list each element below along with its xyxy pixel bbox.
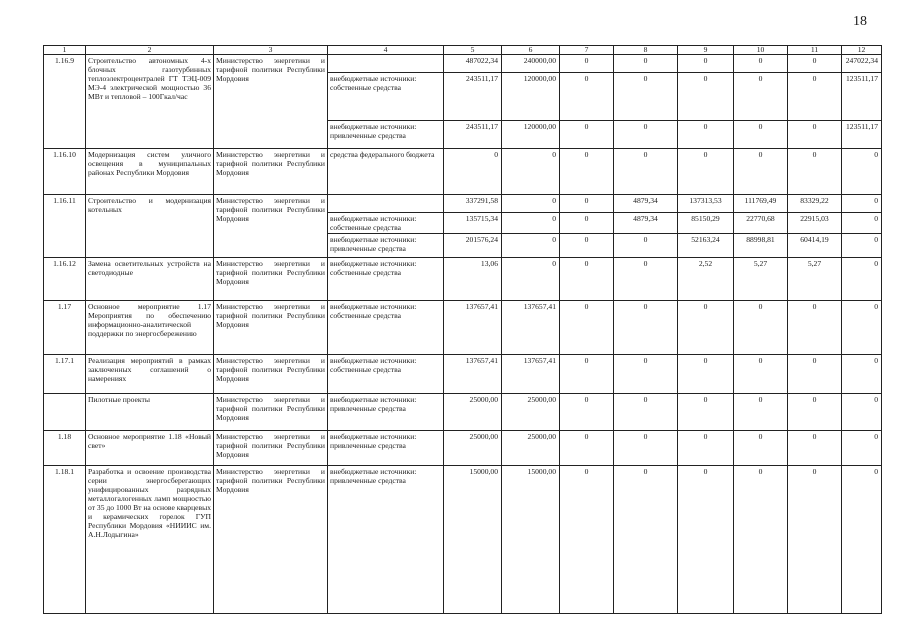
amount-cell: 0 (678, 431, 734, 466)
amount-cell: 0 (842, 149, 882, 195)
column-header: 10 (734, 46, 788, 55)
funding-source: внебюджетные источники: собственные средства (328, 258, 444, 301)
amount-cell: 0 (560, 431, 614, 466)
measure-name: Модернизация систем уличного освещения в муниципальных районах Республики Мордовия (86, 149, 214, 195)
amount-cell: 0 (614, 73, 678, 121)
amount-cell: 0 (560, 234, 614, 258)
amount-cell: 240000,00 (502, 55, 560, 73)
item-number: 1.16.10 (44, 149, 86, 195)
amount-cell: 0 (678, 73, 734, 121)
table-row (44, 301, 882, 355)
item-number: 1.18.1 (44, 466, 86, 614)
amount-cell: 25000,00 (502, 394, 560, 431)
amount-cell: 0 (560, 301, 614, 355)
executor: Министерство энергетики и тарифной политики Республики Мордовия (214, 55, 328, 149)
funding-source: средства федерального бюджета (328, 149, 444, 195)
funding-source: внебюджетные источники: собственные средства (328, 213, 444, 234)
amount-cell: 137657,41 (502, 301, 560, 355)
amount-cell: 0 (614, 234, 678, 258)
amount-cell: 0 (502, 258, 560, 301)
amount-cell: 0 (678, 394, 734, 431)
amount-cell: 0 (678, 355, 734, 394)
amount-cell: 0 (734, 73, 788, 121)
amount-cell: 5,27 (734, 258, 788, 301)
amount-cell: 0 (560, 121, 614, 149)
measure-name: Разработка и освоение производства серии энергосберегающих унифицированных разрядных металлогалогенных ламп мощностью от 35 до 1000 Вт на основе кварцевых и керамических горелок ГУП Республики Мордовия «НИИИС им. А.Н.Лодыгина» (86, 466, 214, 614)
amount-cell: 0 (614, 394, 678, 431)
amount-cell: 0 (842, 301, 882, 355)
item-number: 1.16.11 (44, 195, 86, 258)
amount-cell: 25000,00 (444, 431, 502, 466)
amount-cell: 0 (788, 355, 842, 394)
amount-cell: 0 (614, 355, 678, 394)
funding-source: внебюджетные источники: привлеченные средства (328, 466, 444, 614)
amount-cell: 0 (560, 213, 614, 234)
amount-cell: 0 (614, 55, 678, 73)
amount-cell: 0 (614, 466, 678, 614)
column-header: 1 (44, 46, 86, 55)
funding-source: внебюджетные источники: привлеченные средства (328, 431, 444, 466)
amount-cell: 137657,41 (444, 355, 502, 394)
amount-cell: 0 (560, 73, 614, 121)
amount-cell: 25000,00 (502, 431, 560, 466)
executor: Министерство энергетики и тарифной политики Республики Мордовия (214, 301, 328, 355)
measure-name: Основное мероприятие 1.17 Мероприятия по обеспечению информационно-аналитической поддержки по энергосбережению (86, 301, 214, 355)
amount-cell: 15000,00 (502, 466, 560, 614)
measure-name: Замена осветительных устройств на светодиодные (86, 258, 214, 301)
amount-cell: 0 (614, 258, 678, 301)
executor: Министерство энергетики и тарифной политики Республики Мордовия (214, 431, 328, 466)
funding-source: внебюджетные источники: собственные средства (328, 301, 444, 355)
column-header: 12 (842, 46, 882, 55)
amount-cell: 0 (678, 55, 734, 73)
amount-cell: 0 (788, 149, 842, 195)
table-row (44, 195, 882, 213)
amount-cell: 0 (614, 121, 678, 149)
amount-cell: 137313,53 (678, 195, 734, 213)
measure-name: Реализация мероприятий в рамках заключенных соглашений о намерениях (86, 355, 214, 394)
amount-cell: 22770,68 (734, 213, 788, 234)
amount-cell: 13,06 (444, 258, 502, 301)
amount-cell: 123511,17 (842, 121, 882, 149)
table-body (44, 46, 882, 614)
amount-cell: 52163,24 (678, 234, 734, 258)
amount-cell: 123511,17 (842, 73, 882, 121)
amount-cell: 0 (560, 394, 614, 431)
page-number: 18 (853, 14, 867, 29)
funding-source (328, 195, 444, 213)
executor: Министерство энергетики и тарифной политики Республики Мордовия (214, 149, 328, 195)
funding-source: внебюджетные источники: привлеченные средства (328, 121, 444, 149)
executor: Министерство энергетики и тарифной политики Республики Мордовия (214, 258, 328, 301)
amount-cell: 0 (842, 258, 882, 301)
amount-cell: 22915,03 (788, 213, 842, 234)
amount-cell: 85150,29 (678, 213, 734, 234)
amount-cell: 0 (842, 234, 882, 258)
amount-cell: 0 (678, 121, 734, 149)
funding-source: внебюджетные источники: собственные средства (328, 73, 444, 121)
measure-name: Строительство и модернизация котельных (86, 195, 214, 258)
table-row (44, 355, 882, 394)
amount-cell: 0 (788, 121, 842, 149)
executor: Министерство энергетики и тарифной политики Республики Мордовия (214, 355, 328, 394)
item-number: 1.17 (44, 301, 86, 355)
amount-cell: 2,52 (678, 258, 734, 301)
amount-cell: 337291,58 (444, 195, 502, 213)
amount-cell: 243511,17 (444, 73, 502, 121)
amount-cell: 0 (788, 394, 842, 431)
amount-cell: 0 (734, 55, 788, 73)
header-row (44, 46, 882, 55)
measure-name: Пилотные проекты (86, 394, 214, 431)
amount-cell: 88998,81 (734, 234, 788, 258)
amount-cell: 0 (788, 55, 842, 73)
funding-source (328, 55, 444, 73)
amount-cell: 0 (502, 195, 560, 213)
amount-cell: 0 (842, 355, 882, 394)
executor: Министерство энергетики и тарифной политики Республики Мордовия (214, 466, 328, 614)
amount-cell: 135715,34 (444, 213, 502, 234)
amount-cell: 0 (560, 195, 614, 213)
column-header: 8 (614, 46, 678, 55)
amount-cell: 0 (734, 394, 788, 431)
item-number (44, 394, 86, 431)
amount-cell: 0 (734, 121, 788, 149)
amount-cell: 0 (734, 149, 788, 195)
funding-source: внебюджетные источники: привлеченные средства (328, 394, 444, 431)
amount-cell: 0 (614, 149, 678, 195)
column-header: 2 (86, 46, 214, 55)
table-row (44, 431, 882, 466)
executor: Министерство энергетики и тарифной политики Республики Мордовия (214, 394, 328, 431)
measure-name: Основное мероприятие 1.18 «Новый свет» (86, 431, 214, 466)
amount-cell: 0 (842, 195, 882, 213)
amount-cell: 0 (734, 466, 788, 614)
amount-cell: 0 (614, 301, 678, 355)
program-table (43, 45, 882, 614)
amount-cell: 0 (678, 301, 734, 355)
amount-cell: 0 (678, 149, 734, 195)
amount-cell: 60414,19 (788, 234, 842, 258)
amount-cell: 4879,34 (614, 213, 678, 234)
executor: Министерство энергетики и тарифной политики Республики Мордовия (214, 195, 328, 258)
amount-cell: 487022,34 (444, 55, 502, 73)
amount-cell: 0 (842, 394, 882, 431)
column-header: 6 (502, 46, 560, 55)
amount-cell: 0 (842, 213, 882, 234)
column-header: 5 (444, 46, 502, 55)
amount-cell: 0 (560, 355, 614, 394)
amount-cell: 137657,41 (444, 301, 502, 355)
amount-cell: 201576,24 (444, 234, 502, 258)
amount-cell: 0 (560, 149, 614, 195)
amount-cell: 83329,22 (788, 195, 842, 213)
amount-cell: 120000,00 (502, 73, 560, 121)
measure-name: Строительство автономных 4-х блочных газотурбинных теплоэлектроцентралей ГТ ТЭЦ-009 МЭ-4 электрической мощностью 36 МВт и тепловой – 100Гкал/час (86, 55, 214, 149)
table-row (44, 394, 882, 431)
amount-cell: 0 (502, 213, 560, 234)
amount-cell: 0 (788, 466, 842, 614)
amount-cell: 0 (842, 431, 882, 466)
table-row (44, 149, 882, 195)
column-header: 9 (678, 46, 734, 55)
amount-cell: 0 (502, 149, 560, 195)
amount-cell: 0 (734, 301, 788, 355)
amount-cell: 0 (502, 234, 560, 258)
amount-cell: 5,27 (788, 258, 842, 301)
amount-cell: 0 (560, 55, 614, 73)
amount-cell: 120000,00 (502, 121, 560, 149)
column-header: 11 (788, 46, 842, 55)
amount-cell: 0 (842, 466, 882, 614)
amount-cell: 111769,49 (734, 195, 788, 213)
column-header: 7 (560, 46, 614, 55)
amount-cell: 0 (560, 258, 614, 301)
amount-cell: 4879,34 (614, 195, 678, 213)
item-number: 1.16.12 (44, 258, 86, 301)
column-header: 3 (214, 46, 328, 55)
amount-cell: 0 (560, 466, 614, 614)
amount-cell: 0 (788, 431, 842, 466)
amount-cell: 15000,00 (444, 466, 502, 614)
amount-cell: 0 (788, 301, 842, 355)
amount-cell: 243511,17 (444, 121, 502, 149)
amount-cell: 0 (788, 73, 842, 121)
funding-source: внебюджетные источники: собственные средства (328, 355, 444, 394)
column-header: 4 (328, 46, 444, 55)
amount-cell: 0 (734, 431, 788, 466)
item-number: 1.18 (44, 431, 86, 466)
amount-cell: 137657,41 (502, 355, 560, 394)
amount-cell: 0 (678, 466, 734, 614)
amount-cell: 25000,00 (444, 394, 502, 431)
table-row (44, 55, 882, 73)
funding-source: внебюджетные источники: привлеченные средства (328, 234, 444, 258)
item-number: 1.16.9 (44, 55, 86, 149)
table-row (44, 466, 882, 614)
amount-cell: 247022,34 (842, 55, 882, 73)
table-row (44, 258, 882, 301)
amount-cell: 0 (734, 355, 788, 394)
item-number: 1.17.1 (44, 355, 86, 394)
amount-cell: 0 (444, 149, 502, 195)
amount-cell: 0 (614, 431, 678, 466)
